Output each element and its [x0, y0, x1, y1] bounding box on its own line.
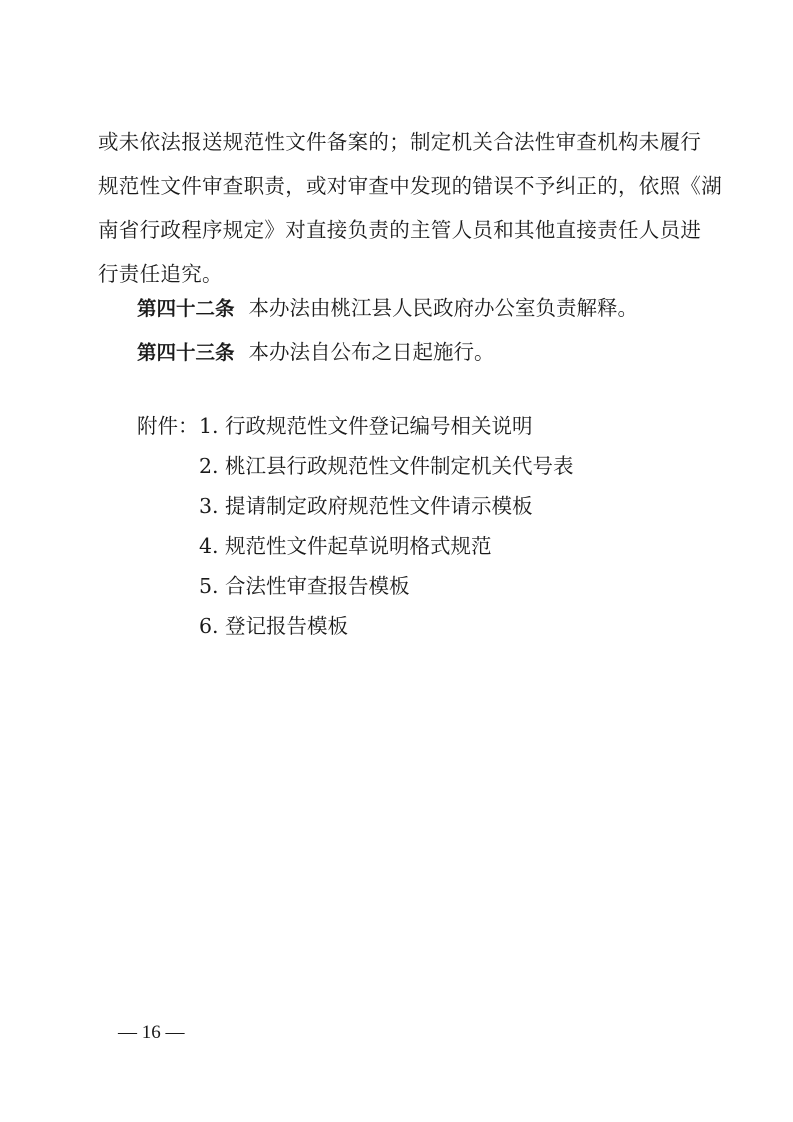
attachment-item	[199, 492, 533, 520]
attachment-number: 4.	[199, 534, 219, 558]
attachment-title: 规范性文件起草说明格式规范	[225, 534, 492, 558]
attachment-number: 5.	[199, 574, 219, 598]
attachment-title: 登记报告模板	[225, 614, 348, 638]
attachment-item	[199, 612, 348, 640]
attachment-item	[199, 572, 410, 600]
attachment-item	[199, 452, 574, 480]
attachment-title: 提请制定政府规范性文件请示模板	[225, 494, 533, 518]
attachment-number: 6.	[199, 614, 219, 638]
article-label: 第四十三条	[137, 341, 235, 364]
page-number: — 16 —	[118, 1022, 185, 1043]
article-label: 第四十二条	[137, 297, 235, 320]
article-text: 本办法由桃江县人民政府办公室负责解释。	[248, 296, 639, 320]
attachment-title: 合法性审查报告模板	[225, 574, 410, 598]
attachment-number: 3.	[199, 494, 219, 518]
article-43	[137, 338, 495, 367]
attachment-number: 1.	[199, 414, 219, 438]
attachment-title: 桃江县行政规范性文件制定机关代号表	[225, 454, 574, 478]
article-42	[137, 294, 638, 323]
attachment-title: 行政规范性文件登记编号相关说明	[225, 414, 533, 438]
paragraph-line: 规范性文件审查职责，或对审查中发现的错误不予纠正的，依照《湖	[98, 174, 722, 198]
attachment-number: 2.	[199, 454, 219, 478]
paragraph-line: 行责任追究。	[98, 262, 223, 286]
paragraph-line: 南省行政程序规定》对直接负责的主管人员和其他直接责任人员进	[98, 218, 702, 242]
article-text: 本办法自公布之日起施行。	[248, 340, 495, 364]
attachment-item	[199, 412, 533, 440]
attachment-item	[199, 532, 492, 560]
paragraph-line: 或未依法报送规范性文件备案的；制定机关合法性审查机构未履行	[98, 130, 702, 154]
attachments-prefix: 附件：	[137, 414, 199, 438]
